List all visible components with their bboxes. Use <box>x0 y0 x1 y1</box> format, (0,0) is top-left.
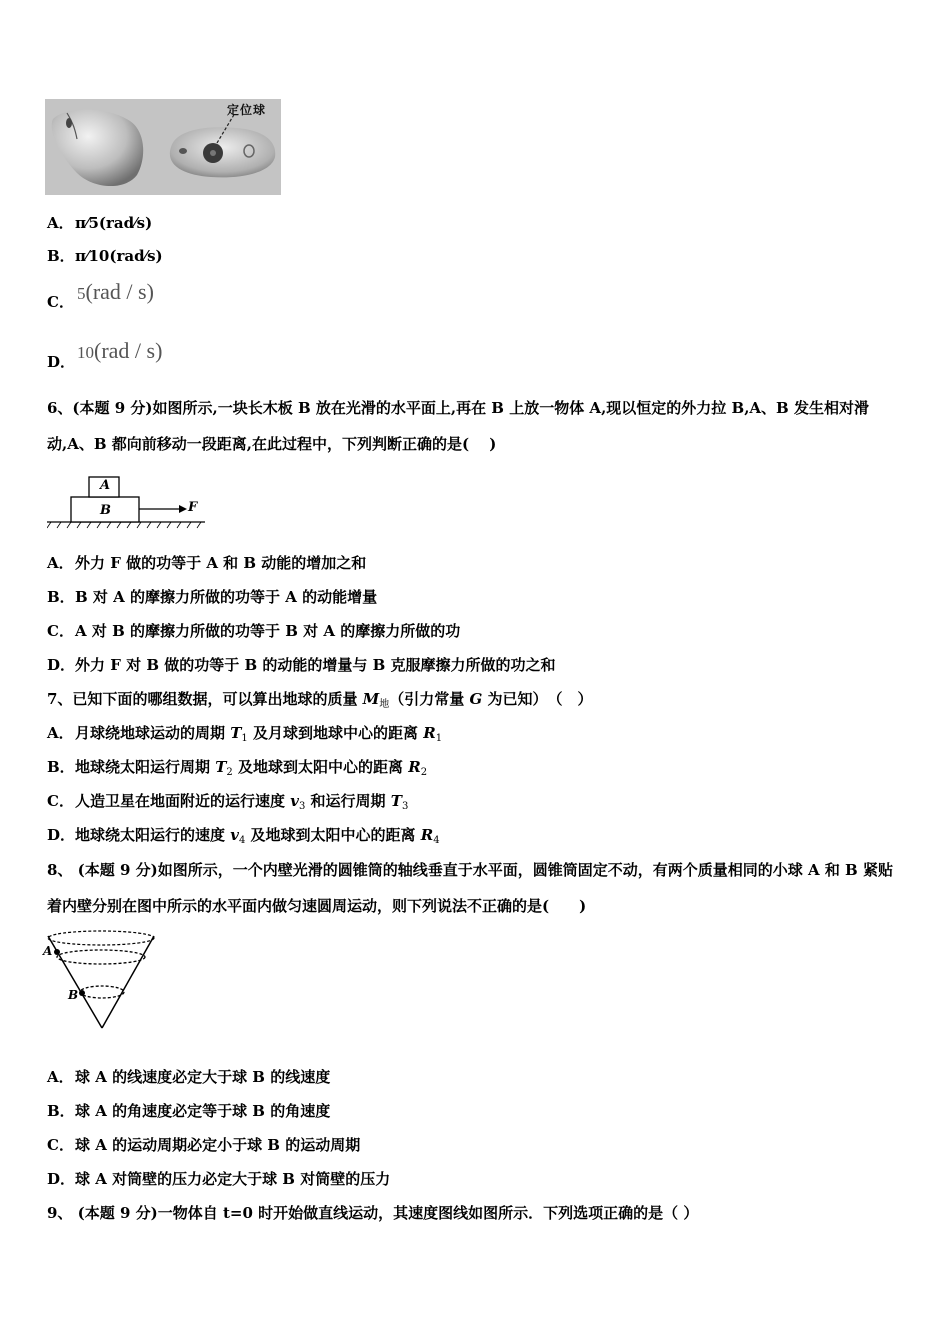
q9-stem: 9、 (本题 9 分)一物体自 t=0 时开始做直线运动，其速度图线如图所示．下列选项正确的是（ ） <box>47 1204 699 1222</box>
q5-option-b[interactable]: B．π⁄10(rad⁄s) <box>47 247 163 265</box>
q5-option-d-formula: 10(rad / s) <box>77 338 163 363</box>
q8-option-a[interactable]: A．球 A 的线速度必定大于球 B 的线速度 <box>47 1068 331 1086</box>
q8-stem: 8、 (本题 9 分)如图所示，一个内壁光滑的圆锥筒的轴线垂直于水平面，圆锥筒固定不动，有两个质量相同的小球 A 和 B 紧贴着内壁分别在图中所示的水平面内做匀速圆周运动，则下列说法不正确的是( ) <box>47 861 893 915</box>
mouse-ball-label: 定位球 <box>227 103 267 117</box>
ball-a-label: A <box>43 944 53 958</box>
q8-option-d[interactable]: D．球 A 对筒壁的压力必定大于球 B 对筒壁的压力 <box>47 1170 391 1188</box>
ball-b <box>79 990 85 996</box>
mouse-photo <box>45 99 281 195</box>
q7-option-b[interactable]: B．地球绕太阳运行周期 $T_2$ 及地球到太阳中心的距离 $R_2$ <box>47 758 428 778</box>
q8-option-b[interactable]: B．球 A 的角速度必定等于球 B 的角速度 <box>47 1102 331 1120</box>
force-label: F <box>188 500 198 515</box>
block-a-label: A <box>100 478 111 493</box>
ball-b-label: B <box>68 988 79 1002</box>
q6-option-b[interactable]: B．B 对 A 的摩擦力所做的功等于 A 的动能增量 <box>47 588 378 606</box>
block-b-label: B <box>100 503 111 518</box>
q5-option-a[interactable]: A．π⁄5(rad⁄s) <box>47 214 153 232</box>
ball-a <box>54 949 60 955</box>
q6-option-a[interactable]: A．外力 F 做的功等于 A 和 B 动能的增加之和 <box>47 554 367 572</box>
q7-stem: 7、已知下面的哪组数据，可以算出地球的质量 $M_地$（引力常量 G 为已知） （ ） <box>47 690 593 710</box>
q6-stem: 6、(本题 9 分)如图所示,一块长木板 B 放在光滑的水平面上,再在 B 上放一物体 A,现以恒定的外力拉 B,A、B 发生相对滑动,A、B 都向前移动一段距离,在此过程中，下列判断正确的是( ) <box>47 399 869 453</box>
q5-option-d[interactable]: D． <box>47 353 76 371</box>
q8-option-c[interactable]: C．球 A 的运动周期必定小于球 B 的运动周期 <box>47 1136 361 1154</box>
q8-cone-diagram <box>42 930 162 1032</box>
q7-option-d[interactable]: D．地球绕太阳运行的速度 $v_4$ 及地球到太阳中心的距离 $R_4$ <box>47 826 440 846</box>
cone-drawing <box>42 930 162 1032</box>
q5-option-c[interactable]: C． <box>47 293 74 311</box>
q7-option-c[interactable]: C．人造卫星在地面附近的运行速度 $v_3$ 和运行周期 $T_3$ <box>47 792 409 812</box>
q5-option-c-formula: 5(rad / s) <box>77 279 154 304</box>
q7-option-a[interactable]: A．月球绕地球运动的周期 $T_1$ 及月球到地球中心的距离 $R_1$ <box>47 724 443 744</box>
q6-option-d[interactable]: D．外力 F 对 B 做的功等于 B 的动能的增量与 B 克服摩擦力所做的功之和 <box>47 656 556 674</box>
q6-block-diagram <box>47 472 212 532</box>
q6-option-c[interactable]: C．A 对 B 的摩擦力所做的功等于 B 对 A 的摩擦力所做的功 <box>47 622 461 640</box>
